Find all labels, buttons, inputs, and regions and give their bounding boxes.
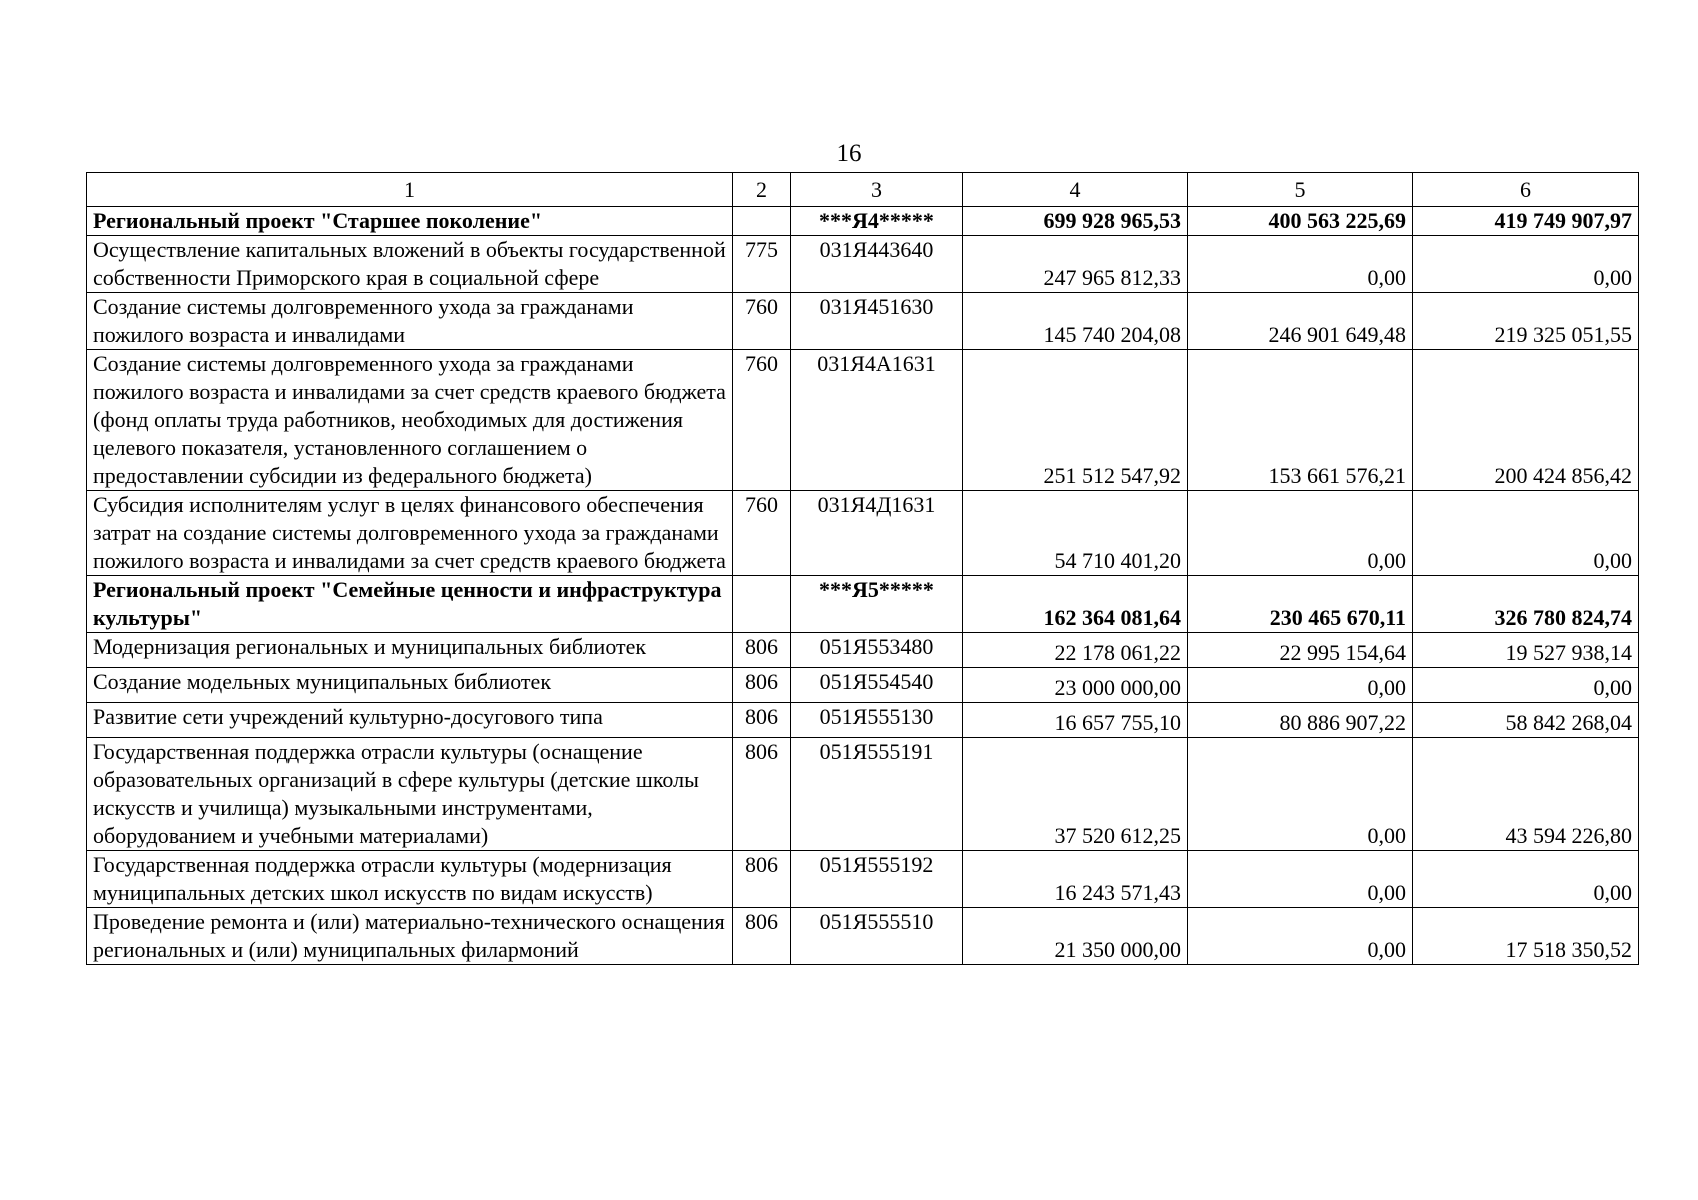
cell-amount-col5: 0,00 [1188,908,1413,965]
cell-amount-col4: 145 740 204,08 [963,293,1188,350]
cell-target-code: 031Я451630 [791,293,963,350]
cell-amount-col6: 326 780 824,74 [1413,576,1639,633]
cell-amount-col5: 153 661 576,21 [1188,350,1413,491]
table-row [87,350,1639,491]
cell-code: 806 [733,633,791,668]
header-cell-3: 3 [791,173,963,207]
cell-target-code: 031Я443640 [791,236,963,293]
cell-code: 806 [733,851,791,908]
header-cell-2: 2 [733,173,791,207]
cell-amount-col6: 43 594 226,80 [1413,738,1639,851]
cell-name: Осуществление капитальных вложений в объекты государственной собственности Приморского края в социальной сфере [87,236,733,293]
cell-name: Создание модельных муниципальных библиотек [87,668,733,703]
cell-code: 760 [733,491,791,576]
cell-amount-col4: 251 512 547,92 [963,350,1188,491]
cell-amount-col5: 246 901 649,48 [1188,293,1413,350]
cell-code: 806 [733,908,791,965]
cell-target-code: 051Я554540 [791,668,963,703]
cell-code: 806 [733,703,791,738]
cell-amount-col6: 0,00 [1413,491,1639,576]
cell-amount-col4: 16 243 571,43 [963,851,1188,908]
cell-amount-col5: 230 465 670,11 [1188,576,1413,633]
page-number: 16 [836,140,862,167]
cell-amount-col6: 200 424 856,42 [1413,350,1639,491]
cell-name: Субсидия исполнителям услуг в целях финансового обеспечения затрат на создание системы долговременного ухода за гражданами пожилого возраста и инвалидами за счет средств краевого бюджета [87,491,733,576]
header-cell-1: 1 [87,173,733,207]
cell-amount-col6: 219 325 051,55 [1413,293,1639,350]
table-row [87,576,1639,633]
cell-target-code: 051Я555192 [791,851,963,908]
budget-table [86,172,1639,965]
cell-target-code: 051Я555510 [791,908,963,965]
header-cell-6: 6 [1413,173,1639,207]
cell-amount-col4: 37 520 612,25 [963,738,1188,851]
cell-amount-col5: 0,00 [1188,851,1413,908]
cell-amount-col4: 23 000 000,00 [963,668,1188,703]
cell-name: Создание системы долговременного ухода за гражданами пожилого возраста и инвалидами [87,293,733,350]
cell-amount-col5: 0,00 [1188,491,1413,576]
cell-amount-col6: 0,00 [1413,851,1639,908]
cell-name: Государственная поддержка отрасли культуры (модернизация муниципальных детских школ искусств по видам искусств) [87,851,733,908]
header-cell-5: 5 [1188,173,1413,207]
cell-amount-col6: 19 527 938,14 [1413,633,1639,668]
table-row [87,738,1639,851]
cell-name: Региональный проект "Старшее поколение" [87,207,733,236]
cell-target-code: 031Я4Д1631 [791,491,963,576]
table-row [87,851,1639,908]
cell-name: Создание системы долговременного ухода за гражданами пожилого возраста и инвалидами за счет средств краевого бюджета (фонд оплаты труда работников, необходимых для достижения целевого показателя, установленного соглашением о предоставлении субсидии из федерального бюджета) [87,350,733,491]
cell-code: 806 [733,668,791,703]
cell-amount-col5: 0,00 [1188,668,1413,703]
cell-name: Государственная поддержка отрасли культуры (оснащение образовательных организаций в сфере культуры (детские школы искусств и училища) музыкальными инструментами, оборудованием и учебными материалами) [87,738,733,851]
table-row [87,908,1639,965]
table-row [87,236,1639,293]
cell-code: 760 [733,350,791,491]
cell-code: 806 [733,738,791,851]
cell-target-code: ***Я4***** [791,207,963,236]
table-row [87,207,1639,236]
cell-amount-col6: 0,00 [1413,236,1639,293]
cell-amount-col5: 400 563 225,69 [1188,207,1413,236]
cell-amount-col5: 80 886 907,22 [1188,703,1413,738]
cell-target-code: 031Я4А1631 [791,350,963,491]
cell-amount-col5: 0,00 [1188,236,1413,293]
cell-amount-col6: 17 518 350,52 [1413,908,1639,965]
cell-name: Модернизация региональных и муниципальных библиотек [87,633,733,668]
cell-amount-col4: 54 710 401,20 [963,491,1188,576]
table-body [87,207,1639,965]
table-row [87,491,1639,576]
table-row [87,633,1639,668]
cell-amount-col4: 699 928 965,53 [963,207,1188,236]
table-row [87,703,1639,738]
cell-target-code: 051Я555191 [791,738,963,851]
cell-amount-col4: 162 364 081,64 [963,576,1188,633]
cell-amount-col4: 16 657 755,10 [963,703,1188,738]
cell-amount-col6: 0,00 [1413,668,1639,703]
table-row [87,668,1639,703]
cell-code [733,576,791,633]
cell-name: Развитие сети учреждений культурно-досугового типа [87,703,733,738]
cell-amount-col6: 58 842 268,04 [1413,703,1639,738]
cell-name: Региональный проект "Семейные ценности и инфраструктура культуры" [87,576,733,633]
cell-amount-col6: 419 749 907,97 [1413,207,1639,236]
header-cell-4: 4 [963,173,1188,207]
cell-code [733,207,791,236]
cell-name: Проведение ремонта и (или) материально-технического оснащения региональных и (или) муниципальных филармоний [87,908,733,965]
header-row [87,173,1639,207]
cell-code: 760 [733,293,791,350]
cell-code: 775 [733,236,791,293]
table-row [87,293,1639,350]
cell-amount-col5: 0,00 [1188,738,1413,851]
cell-amount-col4: 247 965 812,33 [963,236,1188,293]
cell-amount-col4: 22 178 061,22 [963,633,1188,668]
cell-target-code: 051Я553480 [791,633,963,668]
cell-target-code: 051Я555130 [791,703,963,738]
cell-amount-col4: 21 350 000,00 [963,908,1188,965]
cell-target-code: ***Я5***** [791,576,963,633]
cell-amount-col5: 22 995 154,64 [1188,633,1413,668]
